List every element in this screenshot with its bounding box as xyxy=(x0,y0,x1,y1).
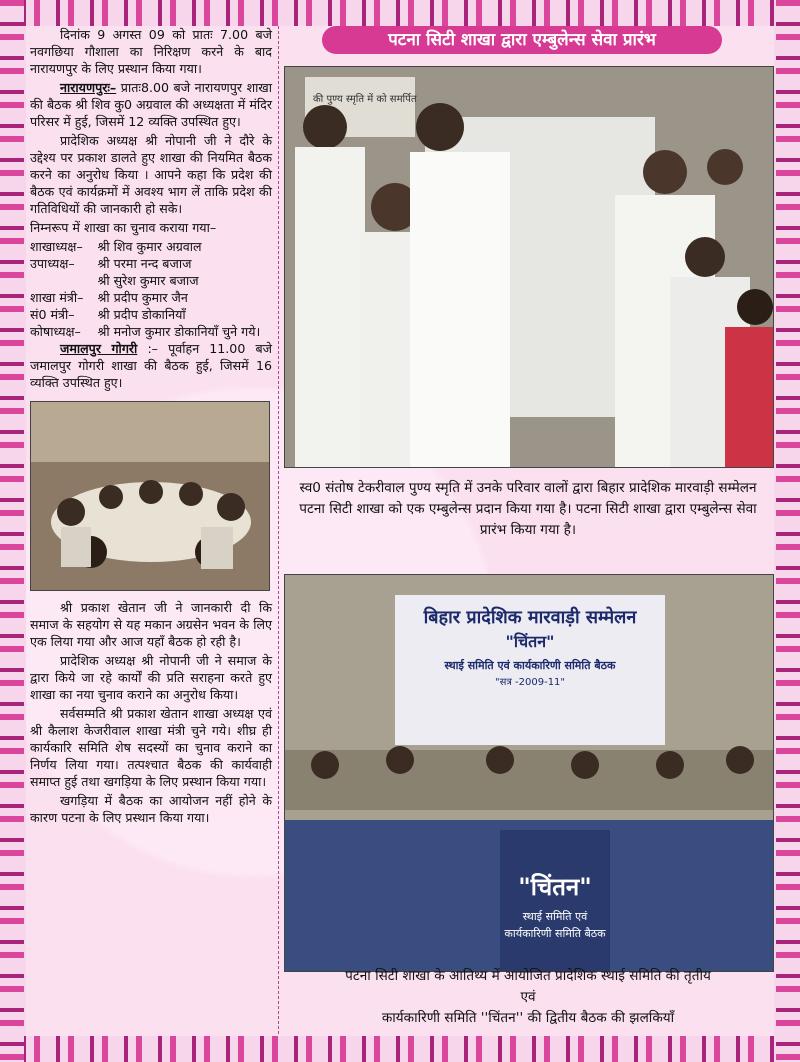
banner-session: "सत्र -2009-11" xyxy=(494,677,566,688)
table-row xyxy=(30,255,260,272)
role-name: श्री मनोज कुमार डोकानियाँ चुने गये। xyxy=(97,324,261,339)
article-headline: पटना सिटी शाखा द्वारा एम्बुलेन्स सेवा प्रारंभ xyxy=(322,26,722,54)
paragraph-visit-navgachhia: दिनांक 9 अगस्त 09 को प्रातः 7.00 बजे नवगछिया गौशाला का निरिक्षण करने के बाद नारायणपुर के लिए प्रस्थान किया गया। xyxy=(30,27,272,76)
jamalpur-text: :– पूर्वाहन 11.00 बजे जमालपुर गोगरी शाखा की बैठक हुई, जिसमें 16 व्यक्ति उपस्थित हुए। xyxy=(30,341,272,390)
paragraph-president-appreciation: प्रादेशिक अध्यक्ष श्री नोपानी जी ने समाज के द्वारा किये जा रहे कार्यों की प्रति सराहना करते हुए शाखा का नया चुनाव कराने का अनुरोध किया। xyxy=(30,653,272,702)
chintan-caption-line1: पटना सिटी शाखा के आतिथ्य में आयोजित प्रादेशिक स्थाई समिति की तृतीय xyxy=(345,968,711,984)
ambulance-photo xyxy=(284,66,774,468)
decorative-border-right xyxy=(776,0,800,1062)
heading-narayanpur: नारायणपुरः– xyxy=(60,80,117,95)
office-bearers-table xyxy=(30,238,260,340)
table-row xyxy=(30,323,260,340)
meeting-photo-art xyxy=(31,402,269,590)
paragraph-khetan-info: श्री प्रकाश खेतान जी ने जानकारी दी कि समाज के सहयोग से यह मकान अग्रसेन भवन के लिए एक लिया गया और आज यहाँ बैठक हो रही है। xyxy=(30,600,272,649)
ambulance-photo-art xyxy=(285,67,773,467)
narayanpur-text: प्रातः8.00 बजे नारायणपुर शाखा की बैठक श्री शिव कु0 अग्रवाल की अध्यक्षता में मंदिर परिसर में हुई, जिसमें 12 व्यक्ति उपस्थित हुए। xyxy=(30,80,272,129)
role-name: श्री सुरेश कुमार बजाज xyxy=(97,273,199,288)
role-label: शाखा मंत्री– xyxy=(30,290,84,305)
paragraph-unanimous-election: सर्वसम्मति श्री प्रकाश खेतान शाखा अध्यक्ष एवं श्री कैलाश केजरीवाल शाखा मंत्री चुने गये। शीघ्र ही कार्यकारि समिति शेष सदस्यों का चुनाव कराने का निर्णय लिया गया। तत्पश्चात बैठक की कार्यवाही समाप्त हुई तथा खगड़िया के लिए प्रस्थान किया गया। xyxy=(30,706,272,789)
decorative-border-left xyxy=(0,0,24,1062)
chintan-caption-line2: एवं xyxy=(520,989,536,1005)
ambulance-caption: स्व0 संतोष टेकरीवाल पुण्य स्मृति में उनके परिवार वालों द्वारा बिहार प्रादेशिक मारवाड़ी सम्मेलन पटना सिटी शाखा को एक एम्बुलेन्स प्रदान किया गया है। पटना सिटी शाखा द्वारा एम्बुलेन्स सेवा प्रारंभ किया गया है। xyxy=(299,480,757,538)
paragraph-khagaria: खगड़िया में बैठक का आयोजन नहीं होने के कारण पटना के लिए प्रस्थान किया गया। xyxy=(30,793,272,825)
role-name: श्री प्रदीप डोकानियाँ xyxy=(97,307,186,322)
role-label: सं0 मंत्री– xyxy=(30,307,75,322)
chintan-caption xyxy=(288,966,768,1029)
chintan-meeting-photo xyxy=(284,574,774,972)
standee-line2: कार्यकारिणी समिति बैठक xyxy=(504,927,606,940)
newsletter-page xyxy=(26,26,774,1036)
chintan-caption-line3: कार्यकारिणी समिति ''चिंतन'' की द्वितीय बैठक की झलकियाँ xyxy=(381,1010,675,1026)
table-row xyxy=(30,238,260,255)
paragraph-president-address: प्रादेशिक अध्यक्ष श्री नोपानी जी ने दौरे के उद्देश्य पर प्रकाश डालते हुए शाखा की नियमित बैठक करने का अनुरोध किया । आपने कहा कि प्रदेश की बैठक एवं कार्यक्रमों में अवश्य भाग लें ताकि प्रदेश की गतिविधियों की जानकारी हो सके। xyxy=(30,133,272,216)
sign-text: की पुण्य स्मृति में को समर्पित xyxy=(313,94,417,105)
column-divider xyxy=(278,26,280,1034)
standee-line1: स्थाई समिति एवं xyxy=(522,910,588,923)
table-row xyxy=(30,272,260,289)
decorative-border-top xyxy=(0,0,800,26)
banner-meeting-line: स्थाई समिति एवं कार्यकारिणी समिति बैठक xyxy=(444,659,616,672)
banner-title: बिहार प्रादेशिक मारवाड़ी सम्मेलन xyxy=(423,607,637,628)
table-row xyxy=(30,289,260,306)
decorative-border-bottom xyxy=(0,1036,800,1062)
left-column xyxy=(30,26,272,828)
role-label: शाखाध्यक्ष– xyxy=(30,239,83,254)
role-name: श्री परमा नन्द बजाज xyxy=(97,256,192,271)
meeting-photo xyxy=(30,401,270,591)
paragraph-narayanpur xyxy=(30,79,272,130)
standee-title: "चिंतन" xyxy=(518,873,592,901)
role-name: श्री प्रदीप कुमार जैन xyxy=(97,290,188,305)
paragraph-jamalpur xyxy=(30,340,272,391)
banner-chintan: "चिंतन" xyxy=(505,632,555,651)
table-row xyxy=(30,306,260,323)
heading-jamalpur: जमालपुर गोगरी xyxy=(60,341,138,356)
role-label: कोषाध्यक्ष– xyxy=(30,324,81,339)
chintan-meeting-photo-art xyxy=(285,575,773,971)
role-label xyxy=(30,272,83,289)
role-label: उपाध्यक्ष– xyxy=(30,256,75,271)
paragraph-election-intro: निम्नरूप में शाखा का चुनाव कराया गया– xyxy=(30,220,217,235)
role-name: श्री शिव कुमार अग्रवाल xyxy=(97,239,202,254)
